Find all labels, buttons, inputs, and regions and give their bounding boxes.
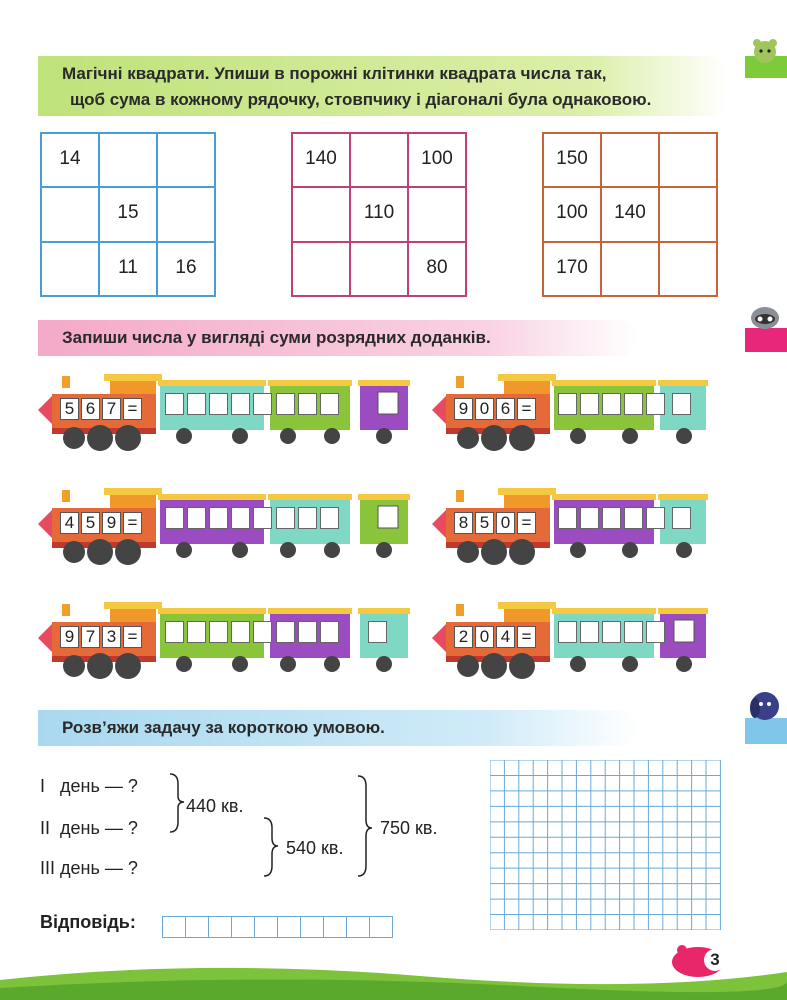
train-number	[60, 398, 142, 420]
cell[interactable]	[408, 187, 466, 241]
cell[interactable]	[99, 133, 157, 187]
answer-cell[interactable]	[208, 916, 232, 938]
answer-cells[interactable]	[672, 507, 691, 529]
train-1	[38, 372, 418, 472]
dog-icon	[745, 688, 787, 744]
raccoon-icon	[745, 300, 787, 352]
digit: 5	[475, 512, 494, 534]
equals-sign: =	[123, 626, 142, 648]
bear-icon	[745, 38, 787, 78]
digit: 0	[475, 398, 494, 420]
train-3	[38, 486, 418, 586]
total-sum: 750 кв.	[380, 818, 438, 838]
answer-cells[interactable]	[165, 393, 272, 415]
cell[interactable]	[659, 187, 717, 241]
digit: 9	[60, 626, 79, 648]
train-5	[38, 600, 418, 700]
answer-cell[interactable]	[369, 916, 393, 938]
equals-sign: =	[517, 626, 536, 648]
answer-cells[interactable]	[276, 507, 339, 529]
task3-title: Розв’яжи задачу за короткою умовою.	[62, 718, 385, 737]
answer-cell[interactable]	[231, 916, 255, 938]
cell[interactable]	[157, 133, 215, 187]
answer-label: Відповідь:	[40, 912, 136, 932]
answer-cell[interactable]	[277, 916, 301, 938]
cell[interactable]	[659, 133, 717, 187]
cell[interactable]	[350, 242, 408, 296]
cell[interactable]: 14	[41, 133, 99, 187]
cell[interactable]: 100	[408, 133, 466, 187]
cell[interactable]	[41, 187, 99, 241]
magic-square-1	[40, 132, 216, 297]
cell[interactable]	[601, 242, 659, 296]
cell[interactable]	[41, 242, 99, 296]
digit: 8	[454, 512, 473, 534]
magic-square-3	[542, 132, 718, 297]
train-number	[454, 626, 536, 648]
answer-cells[interactable]	[558, 621, 665, 643]
digit: 0	[496, 512, 515, 534]
answer-cells[interactable]	[368, 621, 387, 643]
sum-day2-day3: 540 кв.	[286, 838, 344, 858]
digit: 4	[496, 626, 515, 648]
answer-cell[interactable]	[254, 916, 278, 938]
cell[interactable]: 170	[543, 242, 601, 296]
answer-cell[interactable]	[346, 916, 370, 938]
cell[interactable]: 80	[408, 242, 466, 296]
cell[interactable]: 16	[157, 242, 215, 296]
answer-cells[interactable]	[276, 393, 339, 415]
cell[interactable]: 100	[543, 187, 601, 241]
digit: 5	[81, 512, 100, 534]
equals-sign: =	[517, 512, 536, 534]
equals-sign: =	[123, 512, 142, 534]
answer-cell[interactable]	[162, 916, 186, 938]
cell[interactable]	[292, 242, 350, 296]
digit: 6	[81, 398, 100, 420]
answer-cell[interactable]	[300, 916, 324, 938]
page-number-badge	[668, 942, 738, 978]
cell[interactable]	[659, 242, 717, 296]
digit: 9	[454, 398, 473, 420]
train-number	[454, 398, 536, 420]
equals-sign: =	[123, 398, 142, 420]
cell[interactable]	[157, 187, 215, 241]
pig-icon	[668, 942, 738, 978]
answer-cell[interactable]	[323, 916, 347, 938]
answer-cells[interactable]	[276, 621, 339, 643]
task1-title-line2: щоб сума в кожному рядочку, стовпчику і діагоналі була однаковою.	[70, 90, 652, 109]
answer-cells[interactable]	[558, 393, 665, 415]
train-2	[432, 372, 787, 472]
cell[interactable]	[292, 187, 350, 241]
sum-day1-day2: 440 кв.	[186, 796, 244, 816]
cell[interactable]	[350, 133, 408, 187]
cell[interactable]: 110	[350, 187, 408, 241]
digit: 7	[102, 398, 121, 420]
magic-square-2	[291, 132, 467, 297]
train-4	[432, 486, 787, 586]
task1-title-line1: Магічні квадрати. Упиши в порожні клітинки квадрата числа так,	[62, 64, 607, 83]
brackets	[160, 770, 390, 880]
digit: 3	[102, 626, 121, 648]
digit: 2	[454, 626, 473, 648]
answer-cell[interactable]	[185, 916, 209, 938]
day2-label: II день — ?	[40, 818, 138, 838]
day1-label: I день — ?	[40, 776, 138, 796]
digit: 6	[496, 398, 515, 420]
cell[interactable]: 150	[543, 133, 601, 187]
answer-cells[interactable]	[558, 507, 665, 529]
train-6	[432, 600, 787, 700]
cell[interactable]: 140	[601, 187, 659, 241]
digit: 7	[81, 626, 100, 648]
equals-sign: =	[517, 398, 536, 420]
train-number	[60, 512, 142, 534]
answer-cells[interactable]	[165, 621, 272, 643]
answer-cells[interactable]	[165, 507, 272, 529]
day3-label: III день — ?	[40, 858, 138, 878]
answer-input[interactable]	[162, 916, 392, 938]
digit: 4	[60, 512, 79, 534]
digit: 9	[102, 512, 121, 534]
cell[interactable]: 11	[99, 242, 157, 296]
cell[interactable]: 140	[292, 133, 350, 187]
train-number	[454, 512, 536, 534]
digit: 0	[475, 626, 494, 648]
task2-title: Запиши числа у вигляді суми розрядних доданків.	[62, 328, 491, 347]
cell[interactable]	[601, 133, 659, 187]
cell[interactable]: 15	[99, 187, 157, 241]
answer-cells[interactable]	[672, 393, 691, 415]
page-number: 3	[704, 949, 726, 971]
train-number	[60, 626, 142, 648]
solution-grid[interactable]	[490, 760, 722, 930]
digit: 5	[60, 398, 79, 420]
